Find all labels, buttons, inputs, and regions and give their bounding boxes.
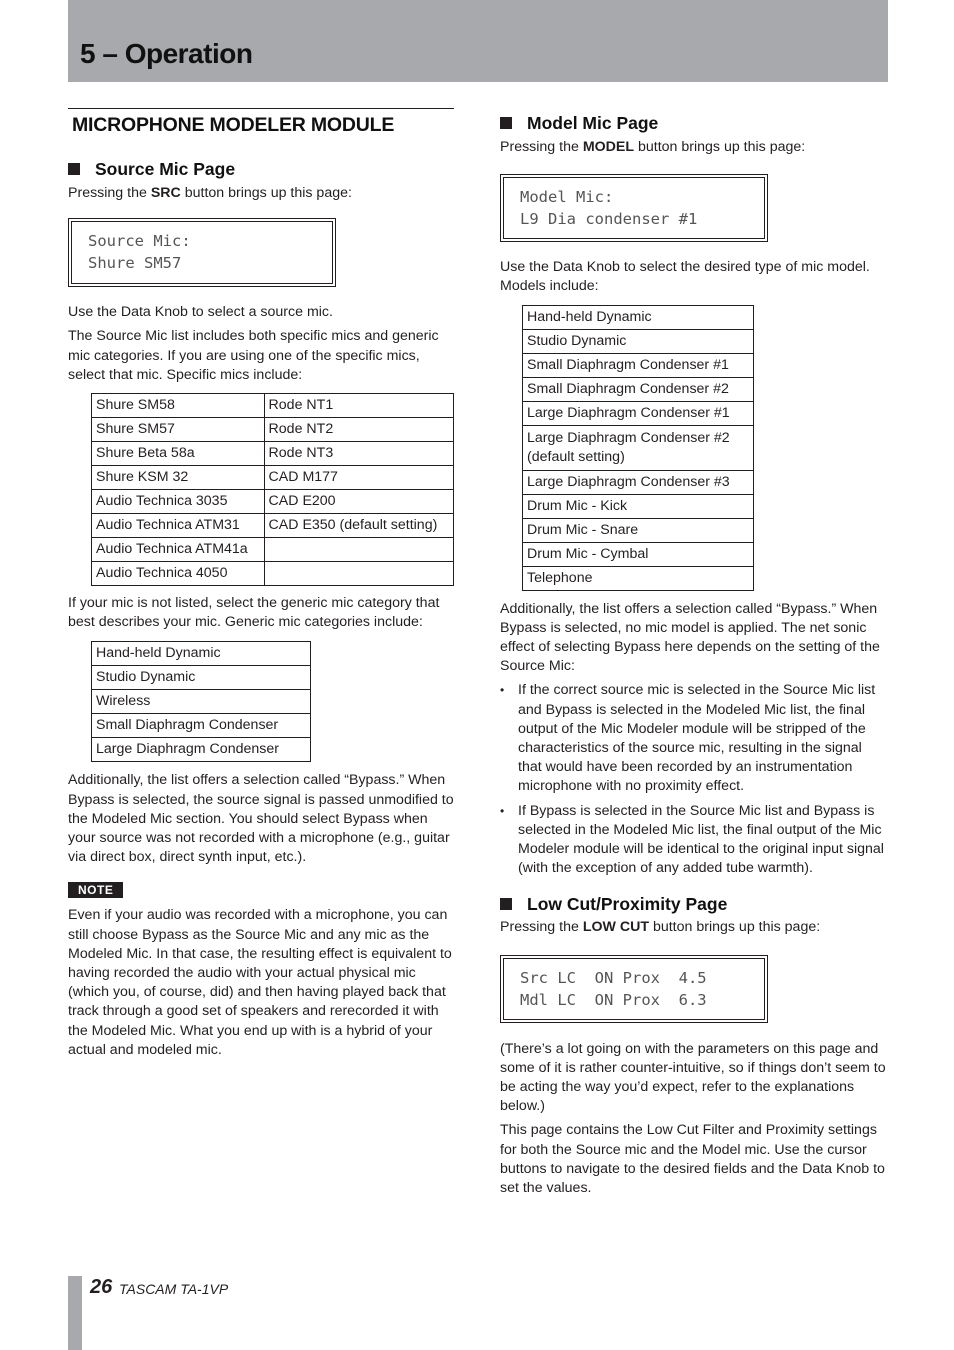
table-row	[92, 666, 311, 690]
table-row	[92, 394, 454, 418]
table-row	[523, 353, 754, 377]
table-row	[92, 490, 454, 514]
square-bullet-icon	[68, 163, 80, 175]
table-cell: CAD M177	[264, 466, 453, 490]
para-generic: If your mic is not listed, select the generic mic category that best describes your mic. Generic mic categories include:	[68, 595, 440, 631]
source-mic-heading	[68, 157, 454, 181]
lcd-screen	[503, 177, 765, 239]
lcd-line-1: Source Mic:	[88, 232, 191, 251]
table-cell: Hand-held Dynamic	[523, 305, 754, 329]
table-row	[92, 738, 311, 762]
table-cell: Audio Technica 4050	[92, 562, 265, 586]
table-cell: Drum Mic - Kick	[523, 494, 754, 518]
specific-mics-table	[91, 393, 454, 586]
table-cell: Studio Dynamic	[92, 666, 311, 690]
table-cell: Audio Technica ATM31	[92, 514, 265, 538]
source-mic-lcd	[68, 218, 336, 287]
lcd-screen	[503, 958, 765, 1020]
lowcut-key: LOW CUT	[582, 919, 650, 936]
list-item: • If the correct source mic is selected in the Source Mic list and Bypass is selected in the Modeled Mic list, the final output of the Mic Modeler module will be stripped of the characteristics of the source mic, resulting in the signal that would have been recorded by an instrumentation microphone with no proximity effect.	[500, 681, 888, 796]
source-mic-heading-text: Source Mic Page	[95, 158, 236, 179]
lowcut-intro	[500, 918, 888, 937]
para-select: Use the Data Knob to select a source mic.	[68, 304, 333, 321]
specific-mics-body	[92, 394, 454, 586]
model-mic-heading	[500, 111, 888, 135]
model-mic-lcd	[500, 174, 768, 242]
table-row	[92, 690, 311, 714]
table-row	[523, 494, 754, 518]
product-name: TASCAM TA-1VP	[119, 1281, 229, 1297]
model-mic-heading-text: Model Mic Page	[527, 112, 659, 133]
table-row	[523, 425, 754, 470]
left-column	[68, 108, 454, 1060]
lowcut-intro-post: button brings up this page:	[649, 919, 821, 936]
model-intro-post: button brings up this page:	[634, 139, 806, 155]
table-cell: Large Diaphragm Condenser #1	[523, 401, 754, 425]
table-cell	[264, 562, 453, 586]
para-params: (There’s a lot going on with the parameters on this page and some of it is rather counter-intuitive, so if things don’t seem to be acting the way you’d expect, refer to the explanations below.)	[500, 1040, 886, 1115]
table-cell: Small Diaphragm Condenser #1	[523, 353, 754, 377]
lowcut-lcd	[500, 955, 768, 1023]
table-row	[523, 401, 754, 425]
table-row	[92, 642, 311, 666]
para-bypass-source: Additionally, the list offers a selection called “Bypass.” When Bypass is selected, the source signal is passed unmodified to the Modeled Mic section. You should select Bypass when your source was not recorded with a microphone (e.g., guitar via direct box, direct synth input, etc.).	[68, 772, 454, 866]
table-row	[92, 714, 311, 738]
table-cell: Hand-held Dynamic	[92, 642, 311, 666]
table-cell: Audio Technica ATM41a	[92, 538, 265, 562]
src-intro-pre: Pressing the	[68, 185, 151, 201]
generic-mics-body	[92, 642, 311, 762]
table-cell: Shure SM58	[92, 394, 265, 418]
table-cell: Studio Dynamic	[523, 329, 754, 353]
table-row	[523, 518, 754, 542]
lowcut-heading-text: Low Cut/Proximity Page	[527, 893, 728, 914]
table-cell: Wireless	[92, 690, 311, 714]
list-item: • If Bypass is selected in the Source Mic list and Bypass is selected in the Modeled Mic list, the final output of the Mic Modeler module will be identical to the original input signal (with the exception of any added tube warmth).	[500, 802, 888, 879]
note-label: NOTE	[68, 882, 123, 898]
table-row	[92, 418, 454, 442]
table-cell: Drum Mic - Snare	[523, 518, 754, 542]
model-intro	[500, 138, 888, 157]
lcd-line-1: Src LC ON Prox 4.5	[520, 968, 707, 987]
table-row	[523, 470, 754, 494]
table-cell: Shure KSM 32	[92, 466, 265, 490]
lcd-line-1: Model Mic:	[520, 188, 614, 207]
bypass-bullets	[500, 681, 888, 878]
table-cell: Small Diaphragm Condenser #2	[523, 377, 754, 401]
table-row	[523, 377, 754, 401]
para-contains: This page contains the Low Cut Filter and Proximity settings for both the Source mic and the Model mic. Use the cursor buttons to navigate to the desired fields and the Data Knob to set the values.	[500, 1122, 885, 1197]
table-cell: Shure SM57	[92, 418, 265, 442]
para-bypass-model: Additionally, the list offers a selection called “Bypass.” When Bypass is selected, no mic model is applied. The net sonic effect of selecting Bypass here depends on the setting of the Source Mic:	[500, 600, 880, 675]
table-cell: Large Diaphragm Condenser	[92, 738, 311, 762]
table-row	[523, 329, 754, 353]
generic-mics-table	[91, 641, 311, 762]
table-cell: Shure Beta 58a	[92, 442, 265, 466]
table-cell: Large Diaphragm Condenser #2 (default setting)	[523, 425, 754, 470]
table-cell: CAD E350 (default setting)	[264, 514, 453, 538]
square-bullet-icon	[500, 117, 512, 129]
note-tag-row	[68, 882, 454, 900]
model-intro-pre: Pressing the	[500, 139, 583, 155]
models-body	[523, 305, 754, 590]
table-row	[92, 562, 454, 586]
table-cell	[264, 538, 453, 562]
models-table	[522, 305, 754, 591]
lcd-line-2: Mdl LC ON Prox 6.3	[520, 990, 707, 1009]
table-cell: Rode NT2	[264, 418, 453, 442]
table-cell: Drum Mic - Cymbal	[523, 542, 754, 566]
para-models: Use the Data Knob to select the desired type of mic model. Models include:	[500, 259, 870, 295]
page-number: 26	[90, 1276, 113, 1298]
section-divider	[68, 108, 454, 109]
lcd-line-2: L9 Dia condenser #1	[520, 210, 698, 229]
square-bullet-icon	[500, 898, 512, 910]
lowcut-intro-pre: Pressing the	[500, 919, 583, 936]
section-title: MICROPHONE MODELER MODULE	[72, 114, 395, 136]
lcd-screen	[71, 221, 333, 284]
table-cell: Audio Technica 3035	[92, 490, 265, 514]
table-cell: Large Diaphragm Condenser #3	[523, 470, 754, 494]
chapter-title: 5 – Operation	[80, 38, 253, 69]
table-row	[523, 542, 754, 566]
footer-bar	[68, 1276, 82, 1350]
table-row	[92, 514, 454, 538]
src-key: SRC	[150, 185, 181, 201]
table-row	[523, 305, 754, 329]
right-column	[500, 110, 888, 1198]
chapter-header-bar	[68, 0, 888, 82]
model-key: MODEL	[582, 139, 635, 155]
table-cell: Rode NT1	[264, 394, 453, 418]
table-cell: Small Diaphragm Condenser	[92, 714, 311, 738]
table-row	[523, 566, 754, 590]
src-intro-post: button brings up this page:	[180, 185, 352, 201]
table-row	[92, 442, 454, 466]
table-cell: Telephone	[523, 566, 754, 590]
table-row	[92, 466, 454, 490]
lowcut-heading	[500, 892, 888, 916]
table-cell: CAD E200	[264, 490, 453, 514]
src-intro	[68, 184, 454, 203]
para-list: The Source Mic list includes both specific mics and generic mic categories. If you are using one of the specific mics, select that mic. Specific mics include:	[68, 328, 439, 383]
note-text: Even if your audio was recorded with a microphone, you can still choose Bypass as the Source Mic and any mic as the Modeled Mic. In that case, the resulting effect is equivalent to having recorded the audio with your actual physical mic (which you, of course, did) and then having played back that track through a good set of speakers and rerecorded it with the Modeled Mic. What you end up with is a hybrid of your actual and modeled mic.	[68, 907, 452, 1058]
table-row	[92, 538, 454, 562]
table-cell: Rode NT3	[264, 442, 453, 466]
lcd-line-2: Shure SM57	[88, 254, 182, 273]
